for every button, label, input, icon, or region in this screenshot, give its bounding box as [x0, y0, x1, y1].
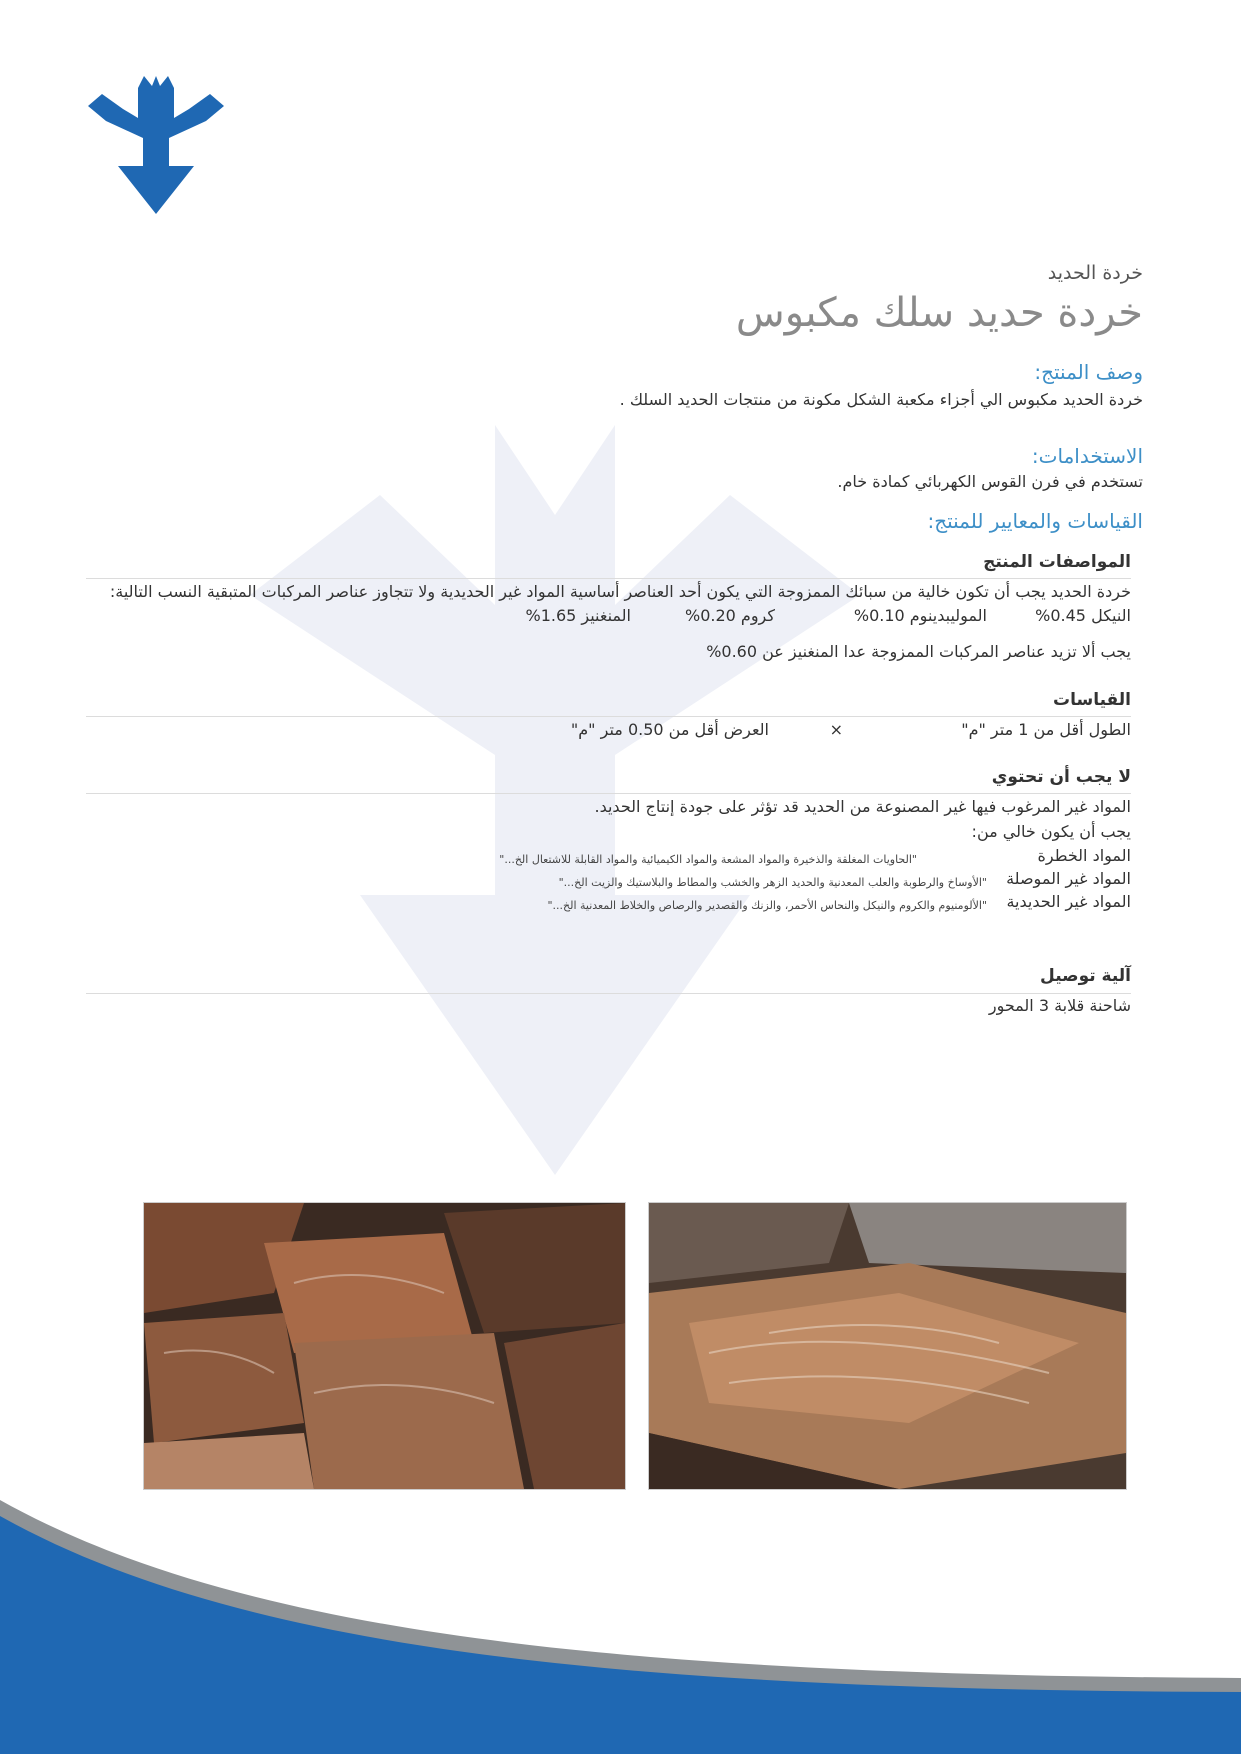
scrap-bales-photo-left — [143, 1202, 626, 1490]
company-logo-icon — [88, 76, 224, 214]
must-not-contain-heading: لا يجب أن تحتوي — [991, 767, 1131, 787]
non-conductive-materials-label: المواد غير الموصلة — [1006, 869, 1131, 888]
element-limits-row — [511, 606, 1131, 628]
specifications-intro: خردة الحديد يجب أن تكون خالية من سبائك الممزوجة التي يكون أحد العناصر أساسية المواد غير الحديدية ولا تتجاوز عناصر المركبات المتبقية النسب التالية: — [109, 582, 1131, 601]
element-molybdenum: الموليبدينوم 0.10% — [853, 606, 987, 625]
divider — [86, 578, 1131, 579]
width-limit: العرض أقل من 0.50 متر "م" — [570, 720, 769, 739]
delivery-text: شاحنة قلابة 3 المحور — [988, 996, 1131, 1015]
element-manganese: المنغنيز 1.65% — [525, 606, 631, 625]
dimensions-heading: القياسات — [1053, 690, 1131, 710]
undesirable-materials-text: المواد غير المرغوب فيها غير المصنوعة من الحديد قد تؤثر على جودة إنتاج الحديد. — [594, 797, 1131, 816]
element-chromium: كروم 0.20% — [685, 606, 775, 625]
alloy-note: يجب ألا تزيد عناصر المركبات الممزوجة عدا المنغنيز عن 0.60% — [706, 642, 1131, 661]
uses-text: تستخدم في فرن القوس الكهربائي كمادة خام. — [837, 472, 1143, 491]
scrap-bales-photo-right — [648, 1202, 1127, 1490]
standards-heading: القياسات والمعايير للمنتج: — [927, 509, 1143, 533]
length-limit: الطول أقل من 1 متر "م" — [961, 720, 1131, 739]
divider — [86, 716, 1131, 717]
description-text: خردة الحديد مكبوس الي أجزاء مكعبة الشكل مكونة من منتجات الحديد السلك . — [619, 390, 1143, 409]
scrap-bales-image-icon — [144, 1203, 625, 1489]
non-ferrous-materials-detail: "الألومنيوم والكروم والنيكل والنحاس الأحمر، والزنك والقصدير والرصاص والخلاط المعدنية الخ..." — [547, 899, 987, 912]
description-heading: وصف المنتج: — [1034, 360, 1143, 384]
must-be-free-of-text: يجب أن يكون خالي من: — [971, 822, 1131, 841]
delivery-heading: آلية توصيل — [1040, 966, 1131, 986]
category-label: خردة الحديد — [1047, 262, 1143, 284]
hazardous-materials-label: المواد الخطرة — [1037, 846, 1131, 865]
uses-heading: الاستخدامات: — [1031, 444, 1143, 468]
element-nickel: النيكل 0.45% — [1035, 606, 1131, 625]
specifications-heading: المواصفات المنتج — [983, 552, 1131, 572]
times-symbol: × — [829, 720, 843, 739]
divider — [86, 793, 1131, 794]
non-ferrous-materials-label: المواد غير الحديدية — [1006, 892, 1131, 911]
divider — [86, 993, 1131, 994]
scrap-bale-closeup-image-icon — [649, 1203, 1126, 1489]
footer-wave-decoration — [0, 1500, 1241, 1754]
hazardous-materials-detail: "الحاويات المغلقة والذخيرة والمواد المشعة والمواد الكيميائية والمواد القابلة للاشتعال الخ..." — [499, 853, 917, 866]
page-title: خردة حديد سلك مكبوس — [735, 290, 1143, 336]
non-conductive-materials-detail: "الأوساخ والرطوبة والعلب المعدنية والحديد الزهر والخشب والمطاط والبلاستيك والزيت الخ..." — [558, 876, 987, 889]
